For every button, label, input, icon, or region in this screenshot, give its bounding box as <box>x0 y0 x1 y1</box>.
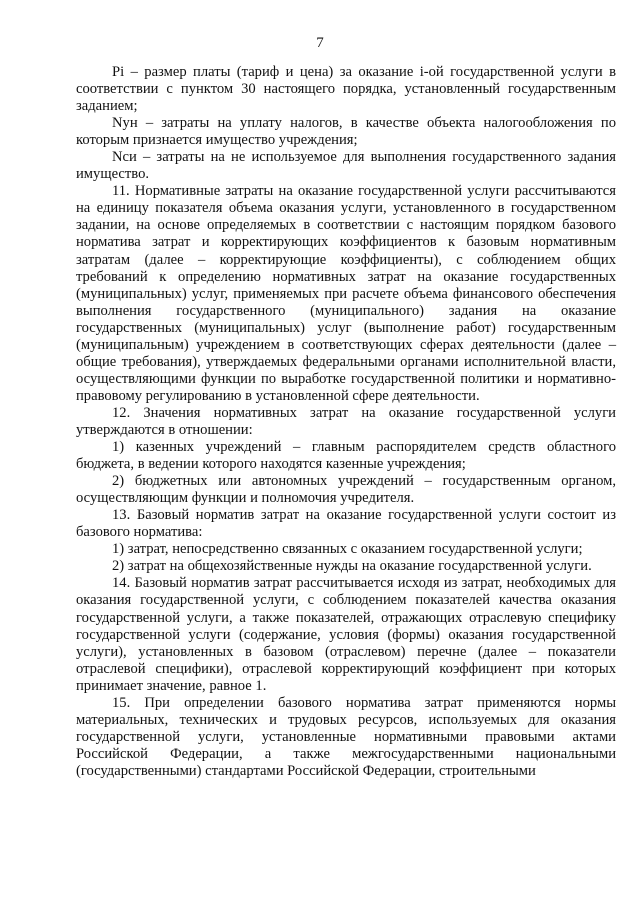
paragraph-item-12-2: 2) бюджетных или автономных учреждений – государственным органом, осуществляющим функции и полномочия учредителя. <box>76 473 616 507</box>
paragraph-item-13-1: 1) затрат, непосредственно связанных с оказанием государственной услуги; <box>112 541 583 558</box>
paragraph-item-14: 14. Базовый норматив затрат рассчитывается исходя из затрат, необходимых для оказания государственной услуги, с соблюдением показателей качества оказания государственной услуги, а также показателей, отражающих отраслевую специфику государственной услуги (содержание, условия (формы) оказания государственной услуги), установленных в базовом (отраслевом) перечне (далее – показатели отраслевой специфики), отраслевой корректирующий коэффициент при которых принимает значение, равное 1. <box>76 575 616 694</box>
paragraph-item-15: 15. При определении базового норматива затрат применяются нормы материальных, технических и трудовых ресурсов, используемых для оказания государственной услуги, установленные нормативными правовыми актами Российской Федерации, а также межгосударственными национальными (государственными) стандартами Российской Федерации, строительными <box>76 694 616 779</box>
paragraph-pi-definition: Pi – размер платы (тариф и цена) за оказание i-ой государственной услуги в соответствии с пунктом 30 настоящего порядка, установленный государственным заданием; <box>76 64 616 115</box>
paragraph-item-13: 13. Базовый норматив затрат на оказание государственной услуги состоит из базового норматива: <box>76 507 616 541</box>
paragraph-nsi-definition: Nси – затраты на не используемое для выполнения государственного задания имущество. <box>76 149 616 183</box>
document-body <box>76 64 616 780</box>
paragraph-nun-definition: Nун – затраты на уплату налогов, в качестве объекта налогообложения по которым признается имущество учреждения; <box>76 115 616 149</box>
paragraph-item-11: 11. Нормативные затраты на оказание государственной услуги рассчитываются на единицу показателя объема оказания услуги, установленного в государственном задании, на основе определяемых в соответствии с настоящим порядком базового норматива затрат и корректирующих коэффициентов к базовым нормативным затратам (далее – корректирующие коэффициенты), с соблюдением общих требований к определению нормативных затрат на оказание государственных (муниципальных) услуг, применяемых при расчете объема финансового обеспечения выполнения государственного (муниципального) задания на оказание государственных (муниципальных) услуг (выполнение работ) государственным (муниципальным) учреждением в соответствующих сферах деятельности (далее – общие требования), утверждаемых федеральными органами исполнительной власти, осуществляющими функции по выработке государственной политики и нормативно-правовому регулированию в установленной сфере деятельности. <box>76 183 616 404</box>
paragraph-item-12-1: 1) казенных учреждений – главным распорядителем средств областного бюджета, в ведении которого находятся казенные учреждения; <box>76 439 616 473</box>
page-number: 7 <box>316 35 324 51</box>
paragraph-item-12: 12. Значения нормативных затрат на оказание государственной услуги утверждаются в отношении: <box>76 404 616 438</box>
paragraph-item-13-2: 2) затрат на общехозяйственные нужды на оказание государственной услуги. <box>112 558 592 575</box>
